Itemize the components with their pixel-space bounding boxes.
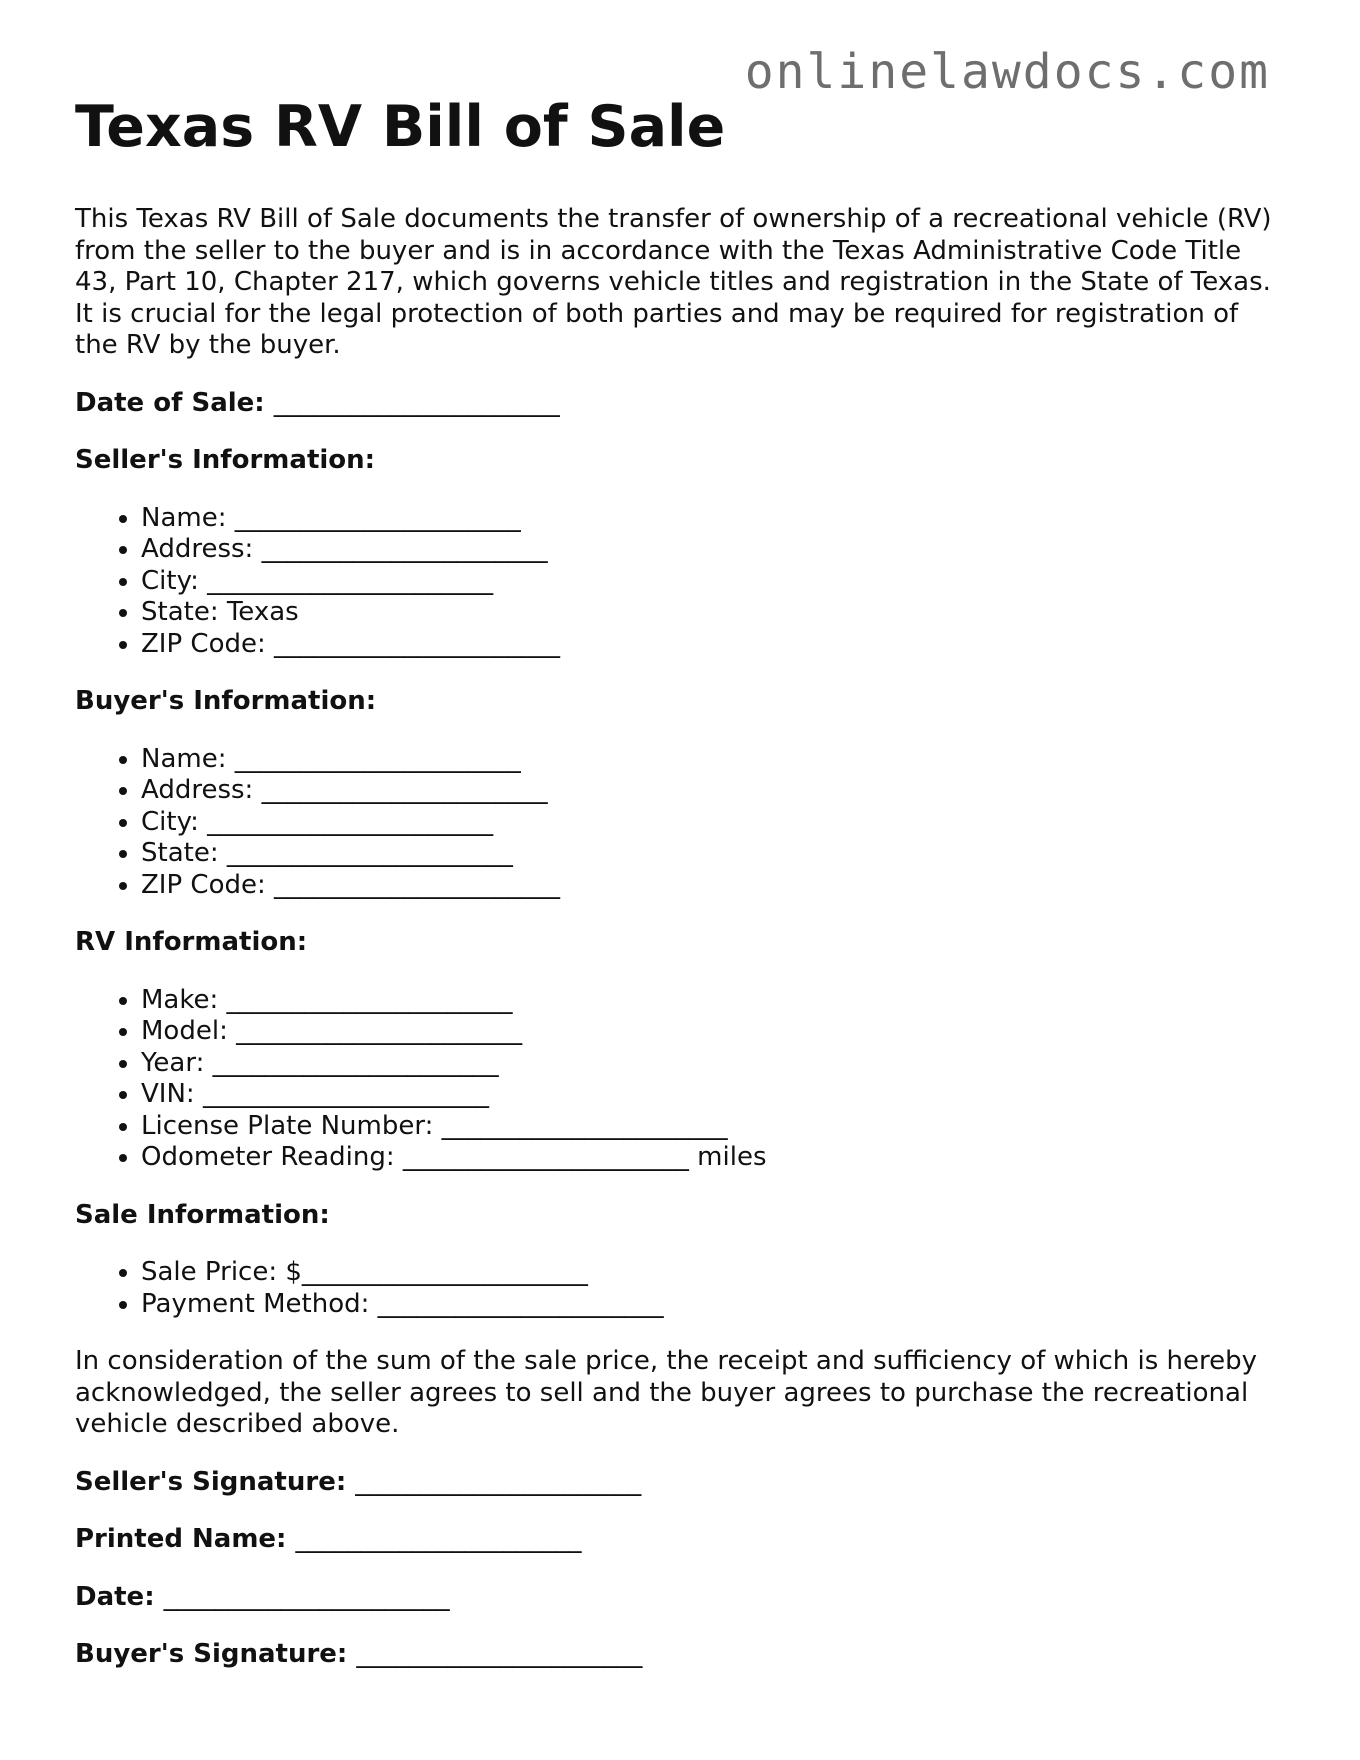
rv-make-label: Make: bbox=[141, 984, 219, 1015]
seller-city-label: City: bbox=[141, 565, 199, 596]
rv-info-heading: RV Information: bbox=[75, 927, 308, 957]
rv-odometer-field bbox=[141, 1142, 1285, 1174]
signature-date-blank[interactable]: ______________________ bbox=[163, 1581, 450, 1612]
sale-price-label: Sale Price: $ bbox=[141, 1257, 302, 1287]
buyer-state-label: State: bbox=[141, 838, 219, 868]
seller-zip-field bbox=[141, 629, 1285, 661]
rv-model-blank[interactable]: ______________________ bbox=[236, 1016, 523, 1046]
seller-city-field bbox=[141, 566, 1285, 598]
payment-method-blank[interactable]: ______________________ bbox=[377, 1288, 664, 1319]
rv-year-field bbox=[141, 1048, 1285, 1080]
rv-model-field bbox=[141, 1016, 1285, 1048]
seller-name-blank[interactable]: ______________________ bbox=[234, 502, 521, 533]
date-of-sale-field bbox=[75, 388, 1285, 420]
rv-vin-blank[interactable]: ______________________ bbox=[202, 1079, 489, 1109]
buyer-zip-field bbox=[141, 870, 1285, 902]
seller-info-heading: Seller's Information: bbox=[75, 445, 376, 475]
buyer-address-blank[interactable]: ______________________ bbox=[261, 775, 548, 805]
sale-price-blank[interactable]: ______________________ bbox=[301, 1257, 588, 1287]
buyer-zip-label: ZIP Code: bbox=[141, 869, 266, 900]
buyer-city-field bbox=[141, 807, 1285, 839]
rv-year-label: Year: bbox=[141, 1047, 205, 1078]
seller-address-blank[interactable]: ______________________ bbox=[261, 534, 548, 564]
document-page bbox=[75, 92, 1285, 1697]
printed-name-label: Printed Name: bbox=[75, 1524, 287, 1554]
sale-info-heading: Sale Information: bbox=[75, 1199, 330, 1230]
buyer-zip-blank[interactable]: ______________________ bbox=[274, 869, 561, 900]
seller-signature-blank[interactable]: ______________________ bbox=[355, 1466, 642, 1497]
rv-plate-label: License Plate Number: bbox=[141, 1110, 434, 1141]
buyer-signature-field bbox=[75, 1639, 1285, 1671]
seller-name-field bbox=[141, 503, 1285, 535]
date-of-sale-label: Date of Sale: bbox=[75, 387, 265, 418]
buyer-city-label: City: bbox=[141, 806, 199, 837]
rv-year-blank[interactable]: ______________________ bbox=[212, 1047, 499, 1078]
page-title: Texas RV Bill of Sale bbox=[75, 94, 726, 160]
date-of-sale-blank[interactable]: ______________________ bbox=[273, 387, 560, 418]
buyer-name-blank[interactable]: ______________________ bbox=[234, 743, 521, 774]
rv-model-label: Model: bbox=[141, 1016, 228, 1046]
buyer-info-heading: Buyer's Information: bbox=[75, 686, 377, 716]
rv-vin-label: VIN: bbox=[141, 1079, 195, 1109]
intro-paragraph: This Texas RV Bill of Sale documents the transfer of ownership of a recreational vehicle (RV) from the seller to the buyer and is in accordance with the Texas Administrative Code Title 43, Part 10, Chapter 217, which governs vehicle titles and registration in the State of Texas. It is crucial for the legal protection of both parties and may be required for registration of the RV by the buyer. bbox=[75, 204, 1272, 360]
buyer-name-label: Name: bbox=[141, 743, 227, 774]
rv-vin-field bbox=[141, 1079, 1285, 1111]
rv-odometer-blank[interactable]: ______________________ bbox=[402, 1142, 689, 1172]
seller-signature-field bbox=[75, 1467, 1285, 1499]
buyer-state-field bbox=[141, 838, 1285, 870]
rv-make-field bbox=[141, 985, 1285, 1017]
rv-info-list bbox=[75, 985, 1285, 1174]
seller-zip-blank[interactable]: ______________________ bbox=[274, 628, 561, 659]
buyer-address-field bbox=[141, 775, 1285, 807]
seller-info-list bbox=[75, 503, 1285, 661]
payment-method-label: Payment Method: bbox=[141, 1288, 370, 1319]
buyer-signature-label: Buyer's Signature: bbox=[75, 1639, 348, 1669]
watermark: onlinelawdocs.com bbox=[744, 44, 1270, 100]
buyer-signature-blank[interactable]: ______________________ bbox=[356, 1639, 643, 1669]
buyer-name-field bbox=[141, 744, 1285, 776]
seller-name-label: Name: bbox=[141, 502, 227, 533]
rv-plate-blank[interactable]: ______________________ bbox=[441, 1110, 728, 1141]
printed-name-field bbox=[75, 1524, 1285, 1556]
signature-date-field bbox=[75, 1582, 1285, 1614]
rv-odometer-label: Odometer Reading: bbox=[141, 1142, 395, 1172]
seller-address-label: Address: bbox=[141, 534, 254, 564]
consideration-paragraph: In consideration of the sum of the sale price, the receipt and sufficiency of which is hereby acknowledged, the seller agrees to sell and the buyer agrees to purchase the recreational vehicle described above. bbox=[75, 1346, 1258, 1439]
buyer-address-label: Address: bbox=[141, 775, 254, 805]
rv-make-blank[interactable]: ______________________ bbox=[226, 984, 513, 1015]
buyer-city-blank[interactable]: ______________________ bbox=[207, 806, 494, 837]
seller-city-blank[interactable]: ______________________ bbox=[207, 565, 494, 596]
seller-state-label: State: Texas bbox=[141, 597, 299, 627]
payment-method-field bbox=[141, 1289, 1285, 1321]
sale-info-list bbox=[75, 1257, 1285, 1320]
signature-date-label: Date: bbox=[75, 1581, 155, 1612]
seller-state-field bbox=[141, 597, 1285, 629]
seller-address-field bbox=[141, 534, 1285, 566]
seller-signature-label: Seller's Signature: bbox=[75, 1466, 347, 1497]
buyer-state-blank[interactable]: ______________________ bbox=[226, 838, 513, 868]
rv-plate-field bbox=[141, 1111, 1285, 1143]
seller-zip-label: ZIP Code: bbox=[141, 628, 266, 659]
sale-price-field bbox=[141, 1257, 1285, 1289]
buyer-info-list bbox=[75, 744, 1285, 902]
printed-name-blank[interactable]: ______________________ bbox=[295, 1524, 582, 1554]
rv-odometer-unit: miles bbox=[697, 1142, 767, 1172]
